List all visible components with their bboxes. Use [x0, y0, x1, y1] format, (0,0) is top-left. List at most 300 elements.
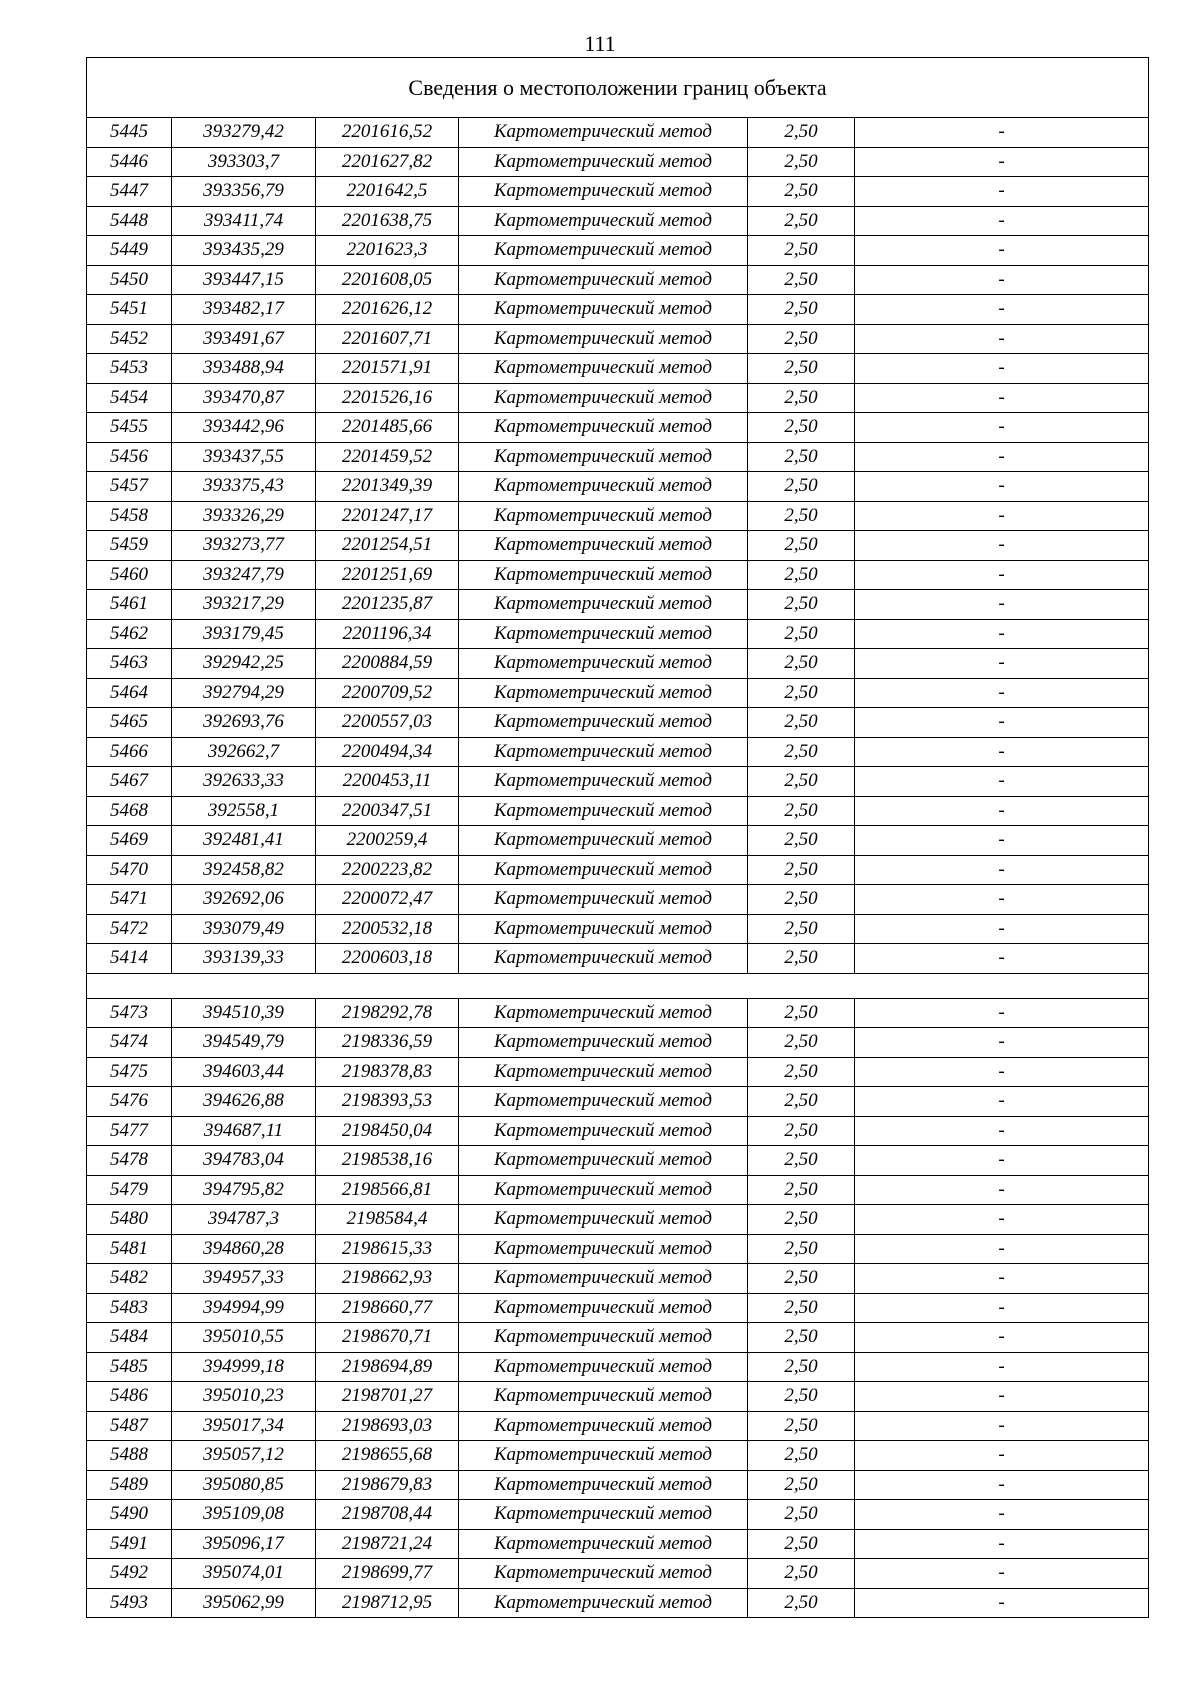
- x-coordinate-cell: 392558,1: [172, 796, 316, 826]
- table-row: [87, 796, 1149, 826]
- y-coordinate-cell: 2200884,59: [316, 649, 459, 679]
- x-coordinate-cell: 394603,44: [172, 1057, 316, 1087]
- method-cell: Картометрический метод: [459, 998, 748, 1028]
- point-number-cell: 5464: [87, 678, 172, 708]
- description-cell: -: [855, 354, 1149, 384]
- x-coordinate-cell: 395109,08: [172, 1500, 316, 1530]
- x-coordinate-cell: 393488,94: [172, 354, 316, 384]
- table-row: [87, 295, 1149, 325]
- table-row: [87, 1234, 1149, 1264]
- y-coordinate-cell: 2198584,4: [316, 1205, 459, 1235]
- point-number-cell: 5490: [87, 1500, 172, 1530]
- x-coordinate-cell: 393303,7: [172, 147, 316, 177]
- x-coordinate-cell: 393491,67: [172, 324, 316, 354]
- point-number-cell: 5488: [87, 1441, 172, 1471]
- method-cell: Картометрический метод: [459, 1028, 748, 1058]
- point-number-cell: 5458: [87, 501, 172, 531]
- method-cell: Картометрический метод: [459, 1411, 748, 1441]
- description-cell: -: [855, 619, 1149, 649]
- x-coordinate-cell: 393435,29: [172, 236, 316, 266]
- method-cell: Картометрический метод: [459, 826, 748, 856]
- table-row: [87, 998, 1149, 1028]
- accuracy-cell: 2,50: [748, 1293, 855, 1323]
- method-cell: Картометрический метод: [459, 383, 748, 413]
- table-row: [87, 1175, 1149, 1205]
- point-number-cell: 5446: [87, 147, 172, 177]
- y-coordinate-cell: 2200259,4: [316, 826, 459, 856]
- description-cell: -: [855, 1559, 1149, 1589]
- table-row: [87, 737, 1149, 767]
- method-cell: Картометрический метод: [459, 472, 748, 502]
- table-title-row: [87, 58, 1149, 118]
- x-coordinate-cell: 395010,55: [172, 1323, 316, 1353]
- description-cell: -: [855, 1028, 1149, 1058]
- x-coordinate-cell: 393079,49: [172, 914, 316, 944]
- x-coordinate-cell: 393247,79: [172, 560, 316, 590]
- y-coordinate-cell: 2201642,5: [316, 177, 459, 207]
- accuracy-cell: 2,50: [748, 1175, 855, 1205]
- description-cell: -: [855, 885, 1149, 915]
- accuracy-cell: 2,50: [748, 236, 855, 266]
- accuracy-cell: 2,50: [748, 1146, 855, 1176]
- x-coordinate-cell: 393326,29: [172, 501, 316, 531]
- point-number-cell: 5456: [87, 442, 172, 472]
- table-row: [87, 1441, 1149, 1471]
- method-cell: Картометрический метод: [459, 501, 748, 531]
- point-number-cell: 5461: [87, 590, 172, 620]
- y-coordinate-cell: 2200557,03: [316, 708, 459, 738]
- description-cell: -: [855, 177, 1149, 207]
- point-number-cell: 5451: [87, 295, 172, 325]
- method-cell: Картометрический метод: [459, 678, 748, 708]
- description-cell: -: [855, 944, 1149, 974]
- accuracy-cell: 2,50: [748, 1441, 855, 1471]
- y-coordinate-cell: 2201526,16: [316, 383, 459, 413]
- point-number-cell: 5462: [87, 619, 172, 649]
- point-number-cell: 5487: [87, 1411, 172, 1441]
- description-cell: -: [855, 472, 1149, 502]
- method-cell: Картометрический метод: [459, 767, 748, 797]
- point-number-cell: 5470: [87, 855, 172, 885]
- x-coordinate-cell: 392692,06: [172, 885, 316, 915]
- x-coordinate-cell: 395057,12: [172, 1441, 316, 1471]
- separator-row: [87, 973, 1149, 998]
- table-row: [87, 265, 1149, 295]
- description-cell: -: [855, 295, 1149, 325]
- description-cell: -: [855, 442, 1149, 472]
- method-cell: Картометрический метод: [459, 1559, 748, 1589]
- y-coordinate-cell: 2201254,51: [316, 531, 459, 561]
- table-row: [87, 1116, 1149, 1146]
- x-coordinate-cell: 394510,39: [172, 998, 316, 1028]
- accuracy-cell: 2,50: [748, 472, 855, 502]
- y-coordinate-cell: 2201459,52: [316, 442, 459, 472]
- table-row: [87, 560, 1149, 590]
- accuracy-cell: 2,50: [748, 531, 855, 561]
- table-row: [87, 1205, 1149, 1235]
- x-coordinate-cell: 392794,29: [172, 678, 316, 708]
- accuracy-cell: 2,50: [748, 1205, 855, 1235]
- x-coordinate-cell: 394549,79: [172, 1028, 316, 1058]
- accuracy-cell: 2,50: [748, 383, 855, 413]
- method-cell: Картометрический метод: [459, 295, 748, 325]
- point-number-cell: 5471: [87, 885, 172, 915]
- y-coordinate-cell: 2201571,91: [316, 354, 459, 384]
- table-row: [87, 383, 1149, 413]
- method-cell: Картометрический метод: [459, 442, 748, 472]
- accuracy-cell: 2,50: [748, 177, 855, 207]
- description-cell: -: [855, 767, 1149, 797]
- accuracy-cell: 2,50: [748, 944, 855, 974]
- table-row: [87, 118, 1149, 148]
- accuracy-cell: 2,50: [748, 501, 855, 531]
- table-row: [87, 442, 1149, 472]
- accuracy-cell: 2,50: [748, 1234, 855, 1264]
- description-cell: -: [855, 1116, 1149, 1146]
- accuracy-cell: 2,50: [748, 1382, 855, 1412]
- y-coordinate-cell: 2200532,18: [316, 914, 459, 944]
- point-number-cell: 5482: [87, 1264, 172, 1294]
- table-row: [87, 1588, 1149, 1618]
- y-coordinate-cell: 2201196,34: [316, 619, 459, 649]
- accuracy-cell: 2,50: [748, 678, 855, 708]
- method-cell: Картометрический метод: [459, 1146, 748, 1176]
- method-cell: Картометрический метод: [459, 1116, 748, 1146]
- y-coordinate-cell: 2198450,04: [316, 1116, 459, 1146]
- accuracy-cell: 2,50: [748, 1057, 855, 1087]
- point-number-cell: 5466: [87, 737, 172, 767]
- x-coordinate-cell: 392662,7: [172, 737, 316, 767]
- table-row: [87, 855, 1149, 885]
- y-coordinate-cell: 2198660,77: [316, 1293, 459, 1323]
- accuracy-cell: 2,50: [748, 1470, 855, 1500]
- accuracy-cell: 2,50: [748, 118, 855, 148]
- description-cell: -: [855, 855, 1149, 885]
- method-cell: Картометрический метод: [459, 324, 748, 354]
- point-number-cell: 5414: [87, 944, 172, 974]
- method-cell: Картометрический метод: [459, 1234, 748, 1264]
- point-number-cell: 5452: [87, 324, 172, 354]
- y-coordinate-cell: 2198721,24: [316, 1529, 459, 1559]
- y-coordinate-cell: 2198670,71: [316, 1323, 459, 1353]
- x-coordinate-cell: 393375,43: [172, 472, 316, 502]
- x-coordinate-cell: 394783,04: [172, 1146, 316, 1176]
- description-cell: -: [855, 826, 1149, 856]
- method-cell: Картометрический метод: [459, 1500, 748, 1530]
- point-number-cell: 5449: [87, 236, 172, 266]
- point-number-cell: 5492: [87, 1559, 172, 1589]
- x-coordinate-cell: 394795,82: [172, 1175, 316, 1205]
- x-coordinate-cell: 393442,96: [172, 413, 316, 443]
- point-number-cell: 5481: [87, 1234, 172, 1264]
- description-cell: -: [855, 206, 1149, 236]
- y-coordinate-cell: 2200072,47: [316, 885, 459, 915]
- description-cell: -: [855, 118, 1149, 148]
- point-number-cell: 5491: [87, 1529, 172, 1559]
- x-coordinate-cell: 395010,23: [172, 1382, 316, 1412]
- point-number-cell: 5450: [87, 265, 172, 295]
- method-cell: Картометрический метод: [459, 177, 748, 207]
- method-cell: Картометрический метод: [459, 1057, 748, 1087]
- accuracy-cell: 2,50: [748, 265, 855, 295]
- x-coordinate-cell: 393447,15: [172, 265, 316, 295]
- description-cell: -: [855, 531, 1149, 561]
- y-coordinate-cell: 2201251,69: [316, 560, 459, 590]
- accuracy-cell: 2,50: [748, 998, 855, 1028]
- table-row: [87, 767, 1149, 797]
- description-cell: -: [855, 413, 1149, 443]
- method-cell: Картометрический метод: [459, 855, 748, 885]
- table-row: [87, 1323, 1149, 1353]
- method-cell: Картометрический метод: [459, 560, 748, 590]
- accuracy-cell: 2,50: [748, 354, 855, 384]
- y-coordinate-cell: 2198694,89: [316, 1352, 459, 1382]
- point-number-cell: 5473: [87, 998, 172, 1028]
- accuracy-cell: 2,50: [748, 708, 855, 738]
- y-coordinate-cell: 2201349,39: [316, 472, 459, 502]
- x-coordinate-cell: 392481,41: [172, 826, 316, 856]
- table-row: [87, 501, 1149, 531]
- separator-cell: [87, 973, 1149, 998]
- x-coordinate-cell: 394860,28: [172, 1234, 316, 1264]
- description-cell: -: [855, 1205, 1149, 1235]
- method-cell: Картометрический метод: [459, 1205, 748, 1235]
- x-coordinate-cell: 394626,88: [172, 1087, 316, 1117]
- x-coordinate-cell: 393273,77: [172, 531, 316, 561]
- description-cell: -: [855, 560, 1149, 590]
- y-coordinate-cell: 2198662,93: [316, 1264, 459, 1294]
- table-row: [87, 1559, 1149, 1589]
- point-number-cell: 5445: [87, 118, 172, 148]
- accuracy-cell: 2,50: [748, 1028, 855, 1058]
- x-coordinate-cell: 392942,25: [172, 649, 316, 679]
- method-cell: Картометрический метод: [459, 236, 748, 266]
- y-coordinate-cell: 2201607,71: [316, 324, 459, 354]
- point-number-cell: 5468: [87, 796, 172, 826]
- y-coordinate-cell: 2201235,87: [316, 590, 459, 620]
- table-row: [87, 885, 1149, 915]
- table-title: Сведения о местоположении границ объекта: [87, 58, 1149, 118]
- table-row: [87, 324, 1149, 354]
- accuracy-cell: 2,50: [748, 1264, 855, 1294]
- method-cell: Картометрический метод: [459, 147, 748, 177]
- accuracy-cell: 2,50: [748, 1352, 855, 1382]
- point-number-cell: 5477: [87, 1116, 172, 1146]
- table-row: [87, 1352, 1149, 1382]
- y-coordinate-cell: 2198615,33: [316, 1234, 459, 1264]
- accuracy-cell: 2,50: [748, 413, 855, 443]
- description-cell: -: [855, 1352, 1149, 1382]
- description-cell: -: [855, 998, 1149, 1028]
- method-cell: Картометрический метод: [459, 1293, 748, 1323]
- table-row: [87, 649, 1149, 679]
- accuracy-cell: 2,50: [748, 1411, 855, 1441]
- description-cell: -: [855, 1293, 1149, 1323]
- point-number-cell: 5469: [87, 826, 172, 856]
- x-coordinate-cell: 392693,76: [172, 708, 316, 738]
- y-coordinate-cell: 2198701,27: [316, 1382, 459, 1412]
- method-cell: Картометрический метод: [459, 265, 748, 295]
- point-number-cell: 5485: [87, 1352, 172, 1382]
- x-coordinate-cell: 392633,33: [172, 767, 316, 797]
- table-row: [87, 1411, 1149, 1441]
- accuracy-cell: 2,50: [748, 914, 855, 944]
- accuracy-cell: 2,50: [748, 1500, 855, 1530]
- point-number-cell: 5476: [87, 1087, 172, 1117]
- x-coordinate-cell: 395017,34: [172, 1411, 316, 1441]
- point-number-cell: 5460: [87, 560, 172, 590]
- method-cell: Картометрический метод: [459, 619, 748, 649]
- description-cell: -: [855, 1470, 1149, 1500]
- description-cell: -: [855, 914, 1149, 944]
- table-row: [87, 531, 1149, 561]
- table-row: [87, 1293, 1149, 1323]
- table-row: [87, 413, 1149, 443]
- method-cell: Картометрический метод: [459, 206, 748, 236]
- x-coordinate-cell: 392458,82: [172, 855, 316, 885]
- y-coordinate-cell: 2201627,82: [316, 147, 459, 177]
- y-coordinate-cell: 2201247,17: [316, 501, 459, 531]
- description-cell: -: [855, 708, 1149, 738]
- description-cell: -: [855, 649, 1149, 679]
- accuracy-cell: 2,50: [748, 560, 855, 590]
- table-row: [87, 1382, 1149, 1412]
- table-row: [87, 472, 1149, 502]
- table-row: [87, 944, 1149, 974]
- y-coordinate-cell: 2198336,59: [316, 1028, 459, 1058]
- x-coordinate-cell: 395074,01: [172, 1559, 316, 1589]
- accuracy-cell: 2,50: [748, 1116, 855, 1146]
- y-coordinate-cell: 2201608,05: [316, 265, 459, 295]
- method-cell: Картометрический метод: [459, 708, 748, 738]
- table-row: [87, 619, 1149, 649]
- point-number-cell: 5459: [87, 531, 172, 561]
- y-coordinate-cell: 2198566,81: [316, 1175, 459, 1205]
- description-cell: -: [855, 1175, 1149, 1205]
- table-row: [87, 236, 1149, 266]
- point-number-cell: 5454: [87, 383, 172, 413]
- table-row: [87, 708, 1149, 738]
- y-coordinate-cell: 2198538,16: [316, 1146, 459, 1176]
- point-number-cell: 5480: [87, 1205, 172, 1235]
- description-cell: -: [855, 1087, 1149, 1117]
- y-coordinate-cell: 2200494,34: [316, 737, 459, 767]
- y-coordinate-cell: 2200603,18: [316, 944, 459, 974]
- point-number-cell: 5493: [87, 1588, 172, 1618]
- accuracy-cell: 2,50: [748, 295, 855, 325]
- description-cell: -: [855, 1441, 1149, 1471]
- y-coordinate-cell: 2198655,68: [316, 1441, 459, 1471]
- accuracy-cell: 2,50: [748, 826, 855, 856]
- description-cell: -: [855, 383, 1149, 413]
- y-coordinate-cell: 2198679,83: [316, 1470, 459, 1500]
- y-coordinate-cell: 2201485,66: [316, 413, 459, 443]
- method-cell: Картометрический метод: [459, 885, 748, 915]
- description-cell: -: [855, 1382, 1149, 1412]
- point-number-cell: 5457: [87, 472, 172, 502]
- accuracy-cell: 2,50: [748, 737, 855, 767]
- description-cell: -: [855, 796, 1149, 826]
- x-coordinate-cell: 393279,42: [172, 118, 316, 148]
- accuracy-cell: 2,50: [748, 767, 855, 797]
- method-cell: Картометрический метод: [459, 1529, 748, 1559]
- point-number-cell: 5489: [87, 1470, 172, 1500]
- x-coordinate-cell: 393217,29: [172, 590, 316, 620]
- x-coordinate-cell: 393356,79: [172, 177, 316, 207]
- y-coordinate-cell: 2198712,95: [316, 1588, 459, 1618]
- method-cell: Картометрический метод: [459, 944, 748, 974]
- page-number: 111: [584, 31, 616, 56]
- point-number-cell: 5455: [87, 413, 172, 443]
- method-cell: Картометрический метод: [459, 1264, 748, 1294]
- description-cell: -: [855, 1234, 1149, 1264]
- method-cell: Картометрический метод: [459, 1470, 748, 1500]
- description-cell: -: [855, 1500, 1149, 1530]
- point-number-cell: 5465: [87, 708, 172, 738]
- point-number-cell: 5483: [87, 1293, 172, 1323]
- x-coordinate-cell: 393179,45: [172, 619, 316, 649]
- accuracy-cell: 2,50: [748, 590, 855, 620]
- method-cell: Картометрический метод: [459, 1175, 748, 1205]
- y-coordinate-cell: 2198292,78: [316, 998, 459, 1028]
- description-cell: -: [855, 590, 1149, 620]
- point-number-cell: 5448: [87, 206, 172, 236]
- method-cell: Картометрический метод: [459, 1352, 748, 1382]
- point-number-cell: 5467: [87, 767, 172, 797]
- accuracy-cell: 2,50: [748, 855, 855, 885]
- y-coordinate-cell: 2198708,44: [316, 1500, 459, 1530]
- method-cell: Картометрический метод: [459, 737, 748, 767]
- boundary-coordinates-table: [86, 57, 1149, 1618]
- method-cell: Картометрический метод: [459, 649, 748, 679]
- method-cell: Картометрический метод: [459, 354, 748, 384]
- table-row: [87, 1087, 1149, 1117]
- accuracy-cell: 2,50: [748, 619, 855, 649]
- point-number-cell: 5453: [87, 354, 172, 384]
- x-coordinate-cell: 394687,11: [172, 1116, 316, 1146]
- point-number-cell: 5474: [87, 1028, 172, 1058]
- x-coordinate-cell: 393411,74: [172, 206, 316, 236]
- table-row: [87, 1146, 1149, 1176]
- description-cell: -: [855, 1588, 1149, 1618]
- table-row: [87, 678, 1149, 708]
- description-cell: -: [855, 678, 1149, 708]
- method-cell: Картометрический метод: [459, 1323, 748, 1353]
- description-cell: -: [855, 1264, 1149, 1294]
- x-coordinate-cell: 394787,3: [172, 1205, 316, 1235]
- x-coordinate-cell: 393470,87: [172, 383, 316, 413]
- description-cell: -: [855, 265, 1149, 295]
- description-cell: -: [855, 147, 1149, 177]
- method-cell: Картометрический метод: [459, 531, 748, 561]
- table-row: [87, 354, 1149, 384]
- x-coordinate-cell: 394994,99: [172, 1293, 316, 1323]
- accuracy-cell: 2,50: [748, 1087, 855, 1117]
- x-coordinate-cell: 394957,33: [172, 1264, 316, 1294]
- table-row: [87, 1529, 1149, 1559]
- table-body: [87, 58, 1149, 1618]
- description-cell: -: [855, 236, 1149, 266]
- y-coordinate-cell: 2198378,83: [316, 1057, 459, 1087]
- description-cell: -: [855, 324, 1149, 354]
- y-coordinate-cell: 2201638,75: [316, 206, 459, 236]
- table-row: [87, 177, 1149, 207]
- accuracy-cell: 2,50: [748, 442, 855, 472]
- x-coordinate-cell: 393482,17: [172, 295, 316, 325]
- accuracy-cell: 2,50: [748, 324, 855, 354]
- accuracy-cell: 2,50: [748, 796, 855, 826]
- method-cell: Картометрический метод: [459, 1588, 748, 1618]
